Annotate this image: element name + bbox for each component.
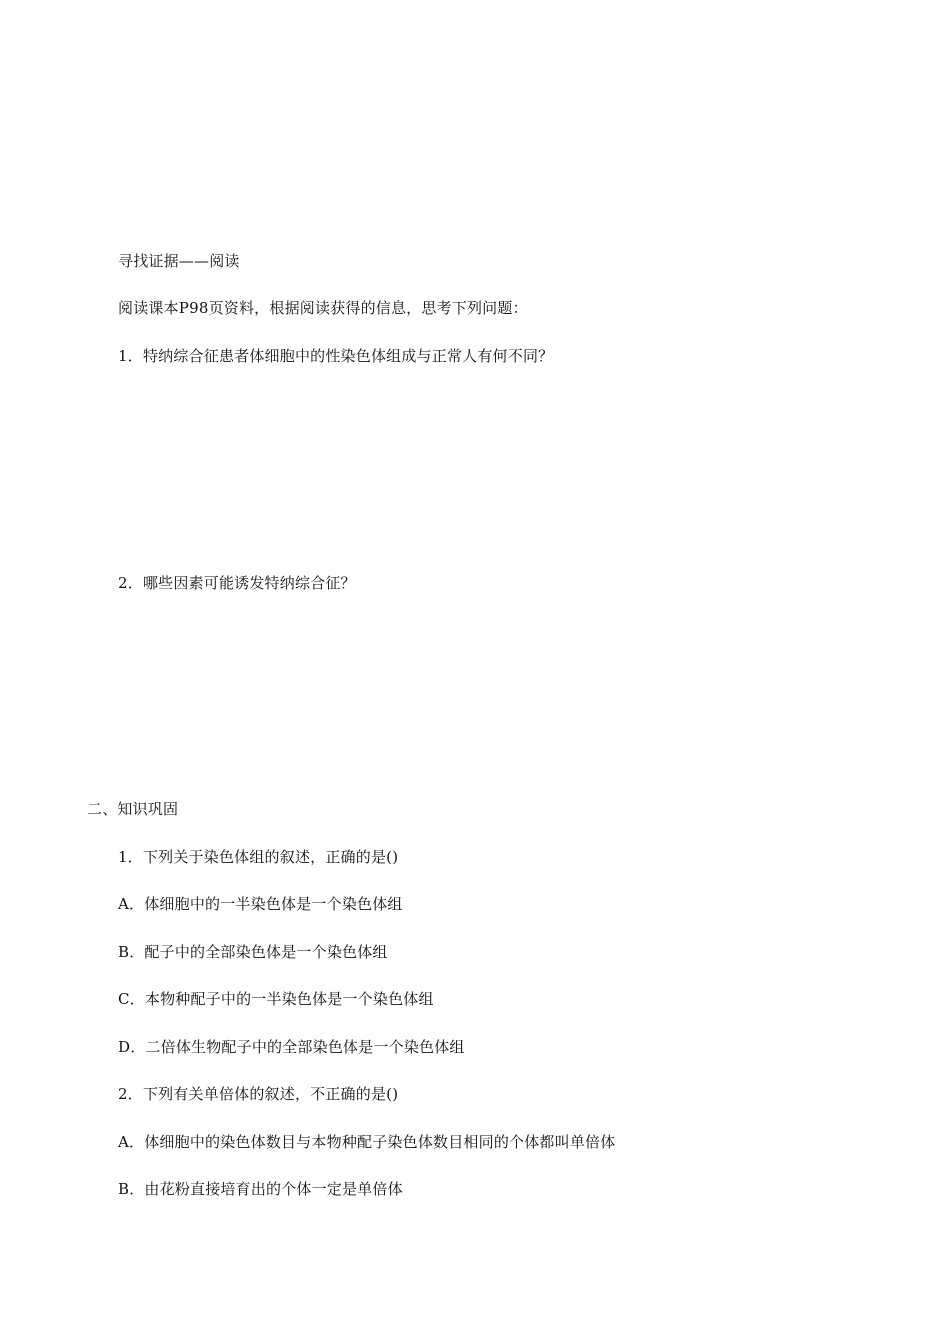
q2-option-b: B．由花粉直接培育出的个体一定是单倍体 [118,1180,403,1198]
reading-instruction: 阅读课本P98页资料，根据阅读获得的信息，思考下列问题： [118,299,528,317]
q1-option-d: D．二倍体生物配子中的全部染色体是一个染色体组 [118,1038,465,1056]
q1-option-a: A．体细胞中的一半染色体是一个染色体组 [118,895,403,913]
q2-option-a: A．体细胞中的染色体数目与本物种配子染色体数目相同的个体都叫单倍体 [118,1133,616,1151]
section-two-heading: 二、知识巩固 [87,800,179,818]
reading-question-1: 1．特纳综合征患者体细胞中的性染色体组成与正常人有何不同？ [118,347,554,365]
q1-option-b: B．配子中的全部染色体是一个染色体组 [118,943,388,961]
q1-option-c: C．本物种配子中的一半染色体是一个染色体组 [118,990,434,1008]
reading-question-2: 2．哪些因素可能诱发特纳综合征？ [118,574,356,592]
q1-stem: 1．下列关于染色体组的叙述，正确的是() [118,848,399,866]
reading-heading: 寻找证据——阅读 [118,252,240,270]
q2-stem: 2．下列有关单倍体的叙述，不正确的是() [118,1085,399,1103]
